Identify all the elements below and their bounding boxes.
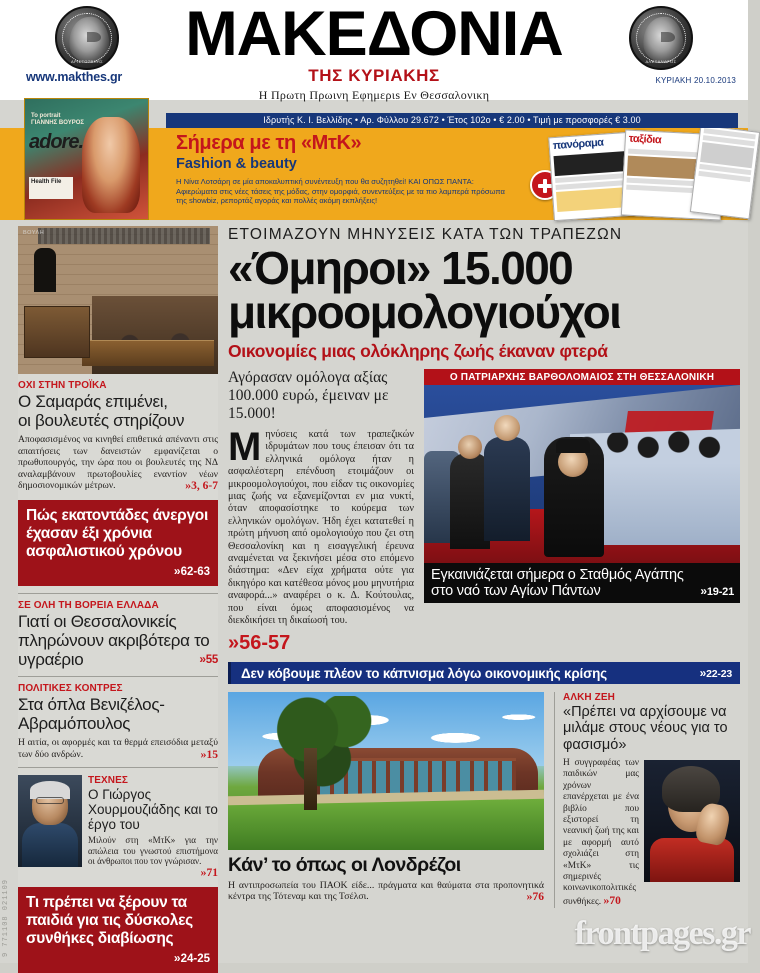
left-sidebar-column <box>18 226 218 963</box>
zeh-text-flow <box>563 758 740 908</box>
drop-cap: Μ <box>228 425 262 469</box>
magazine-title: adore. <box>29 131 84 153</box>
sidebar-item-politics-kicker: ΠΟΛΙΤΙΚΕΣ ΚΟΝΤΡΕΣ <box>18 682 123 694</box>
newspaper-title: ΜΑΚΕΔΟΝΙΑ <box>185 0 563 69</box>
issue-info-bar: Ιδρυτής Κ. Ι. Βελλίδης • Αρ. Φύλλου 29.672 • Έτος 102ο • € 2.00 • Τιμή με προσφορές € 3.00 <box>166 113 738 128</box>
divider <box>18 676 218 677</box>
barcode-text: 9 771108 021109 <box>2 878 10 957</box>
coin-right-label: ΑΛΕΞΑΝΔΡΟΣ <box>645 59 677 64</box>
page-reference[interactable]: »62-63 <box>173 563 210 578</box>
sidebar-item-gas-kicker: ΣΕ ΟΛΗ ΤΗ ΒΟΡΕΙΑ ΕΛΛΑΔΑ <box>18 599 159 611</box>
page-reference[interactable]: »71 <box>200 864 218 879</box>
portrait-photo-hourmouziadis <box>18 775 82 867</box>
headline-line-1: «Όμηροι» 15.000 <box>228 242 573 294</box>
page-reference[interactable]: »19-21 <box>700 584 734 598</box>
promo-body: Η Νίνα Λοτσάρη σε μία αποκαλυπτική συνέντευξη που θα συζητηθεί! ΚΑΙ ΟΠΩΣ ΠΑΝΤΑ: Αφιερώματα στις νέες τάσεις της μόδας, στην ομορφιά, συνεντεύξεις με τα πιο λαμπερά πρόσωπα της showbiz, ρεπορτάζ αγοράς και πολλές ακόμη εκπλήξεις! <box>176 177 505 206</box>
london-story[interactable] <box>228 692 544 909</box>
lead-story-page-reference[interactable]: »56-57 <box>228 631 291 654</box>
page-reference[interactable]: »22-23 <box>699 665 732 680</box>
body-text: Η αντιπροσωπεία του ΠΑΟΚ είδε... πράγματα και θαύματα στα προπονητικά κέντρα της Τότεναμ και της Τσέλσι. <box>228 879 544 903</box>
website-url[interactable]: www.makthes.gr <box>26 70 123 84</box>
sidebar-item-arts-kicker: ΤΕΧΝΕΣ <box>88 775 128 787</box>
page-reference[interactable]: »76 <box>526 889 544 904</box>
patriarch-story[interactable] <box>424 369 740 655</box>
coin-left-label: ΑΡΙΣΤΟΤΕΛΗΣ <box>71 59 103 64</box>
divider <box>18 593 218 594</box>
sidebar-item-arts-body <box>88 835 218 879</box>
page-reference[interactable]: »3, 6-7 <box>185 478 218 493</box>
sidebar-item-gas-headline[interactable]: Γιατί οι Θεσσαλονικείς πληρώνουν ακριβότερα το υγραέριο »55 <box>18 611 218 669</box>
divider <box>18 767 218 768</box>
lead-story-eyebrow: ΕΤΟΙΜΑΖΟΥΝ ΜΗΝΥΣΕΙΣ ΚΑΤΑ ΤΩΝ ΤΡΑΠΕΖΩΝ <box>228 226 623 243</box>
body-text: ηνύσεις κατά των τραπεζικών ιδρυμάτων που τους έπεισαν ότι τα ελληνικά ομόλογα ήταν η ασφαλέστερη επένδυση ετοιμάζουν οι μικροομολογιούχοι, που είδαν τις οικονομίες μιας ζωής να εξανεμίζονται εν μια νυκτί, όταν αποφασίστηκε το κούρεμα των ελληνικών ομολόγων. Ήδη έχει κατατεθεί η πρώτη μήνυση από ομολογιούχο που ζει στη Θεσσαλονίκη και η εισαγγελική έρευνα αναμένεται να ξεκινήσει μέσα στο επόμενο διάστημα: «Δεν είχα χρήματα ούτε για δικηγόρο και κατέθεσα μόνος μου μηνυτήρια αναφορά...» αναφέρει ο κ. Δ. Κούτουλας, που είναι όμως αποφασισμένος να διεκδικήσει τη δικαίωσή του. <box>228 429 414 627</box>
page-reference[interactable]: »15 <box>200 746 218 761</box>
photo-credit-tag: ΒΟΥΛΗ <box>23 230 45 236</box>
headline-line-2: οι βουλευτές στηρίζουν <box>18 411 185 430</box>
body-text: Η αιτία, οι αφορμές και τα θερμά επεισόδια μεταξύ των δύο ανδρών. <box>18 736 218 760</box>
sidebar-item-politics-body <box>18 737 218 760</box>
patriarch-banner: Ο ΠΑΤΡΙΑΡΧΗΣ ΒΑΡΘΟΛΟΜΑΙΟΣ ΣΤΗ ΘΕΣΣΑΛΟΝΙΚΗ <box>424 369 740 385</box>
parliament-photo <box>18 226 218 374</box>
headline-line-2: μικροομολογιούχοι <box>228 286 621 338</box>
masthead <box>0 0 748 100</box>
london-story-headline: Κάν’ το όπως οι Λονδρέζοι <box>228 853 461 876</box>
headline-line-1: Ο Σαμαράς επιμένει, <box>18 392 168 411</box>
main-column <box>228 222 740 908</box>
zeh-story[interactable] <box>554 692 740 909</box>
promo-line-1: Σήμερα με τη «ΜτΚ» <box>176 132 362 154</box>
lead-story-deck: Αγόρασαν ομόλογα αξίας 100.000 ευρώ, έμειναν με 15.000! <box>228 369 389 422</box>
sidebar-item-politics-headline[interactable] <box>18 695 218 733</box>
page-reference[interactable]: »55 <box>199 651 218 666</box>
newspaper-descriptor: Η Πρωτη Πρωινη Εφημεριs Εν Θεσσαλονικη <box>258 88 490 102</box>
redbox-headline: Τι πρέπει να ξέρουν τα παιδιά για τις δύσκολες συνθήκες διαβίωσης <box>26 893 193 947</box>
lead-story-subhead: Οικονομίες μιας ολόκληρης ζωής έκαναν φτερά <box>228 341 608 361</box>
sidebar-item-arts[interactable] <box>18 775 218 878</box>
sidebar-redbox-unemployment[interactable] <box>18 500 218 586</box>
lead-story-headline[interactable] <box>228 242 740 338</box>
thumbnail-taxidia-title: ταξίδια <box>628 132 662 147</box>
london-training-centre-photo <box>228 692 544 850</box>
promo-text-block <box>176 132 506 206</box>
redbox-headline: Πώς εκατοντάδες άνεργοι έχασαν έξι χρόνια ασφαλιστικού χρόνου <box>26 506 208 560</box>
london-story-body <box>228 880 544 903</box>
sidebar-item-arts-headline: Ο Γιώργος Χουρμουζιάδης και το έργο του <box>88 787 218 833</box>
zeh-portrait-photo <box>644 760 740 882</box>
watermark: frontpages.gr <box>574 915 750 952</box>
zeh-headline: «Πρέπει να αρχίσουμε να μιλάμε στους νέους για το φασισμό» <box>563 703 728 753</box>
lead-story-body <box>228 425 414 628</box>
sidebar-item-troika-kicker: ΟΧΙ ΣΤΗΝ ΤΡΟΪΚΑ <box>18 380 107 391</box>
headline-line-1: Στα όπλα Βενιζέλος- <box>18 694 165 714</box>
sidebar-item-troika-headline[interactable] <box>18 392 218 430</box>
lead-story-text-column <box>228 369 414 655</box>
body-text: Αποφασισμένος να κινηθεί επιθετικά απέναντι στις απαιτήσεις των δανειστών εμφανίζεται ο πρωθυπουργός, την ώρα που οι βουλευτές της ΝΔ αναλαμβάνουν πρωτοβουλίες εναντίον νέων δημοσιονομικών μέτρων. <box>18 434 218 492</box>
sidebar-redbox-children[interactable] <box>18 887 218 973</box>
smoking-story-bar[interactable] <box>228 662 740 684</box>
patriarch-caption <box>424 563 740 603</box>
thumbnail-extra <box>690 125 760 220</box>
patriarch-photo <box>424 385 740 563</box>
caption-line-1: Εγκαινιάζεται σήμερα ο Σταθμός Αγάπης <box>431 567 684 583</box>
body-text: Μιλούν στη «ΜτΚ» για την απώλεια του γνωστού επιστήμονα οι άνθρωποι που τον γνώρισαν. <box>88 835 218 867</box>
zeh-kicker: ΑΛΚΗ ΖΕΗ <box>563 691 615 703</box>
headline-line-2: Αβραμόπουλος <box>18 713 131 733</box>
page-reference[interactable]: »24-25 <box>173 950 210 965</box>
promo-line-2: Fashion & beauty <box>176 156 297 172</box>
magazine-cover-thumbnail <box>24 98 149 220</box>
body-text: Η συγγραφέας των παιδικών μας χρόνων επανέρχεται με ένα βιβλίο που εξιστορεί τη νεανική ζωή της και με αφορμή αυτό σχολιάζει στη «ΜτΚ» τις σημερινές κοινωνικοπολιτικές συνθήκες. <box>563 758 639 907</box>
page-content <box>0 222 748 963</box>
issue-date: ΚΥΡΙΑΚΗ 20.10.2013 <box>655 76 736 85</box>
magazine-cover-headline: Το portrait ΓΙΑΝΝΗΣ ΒΟΥΡΟΣ <box>31 113 84 126</box>
newspaper-subtitle: ΤΗΣ ΚΥΡΙΑΚΗΣ <box>308 66 440 85</box>
caption-line-2: στο ναό των Αγίων Πάντων »19-21 <box>431 583 734 599</box>
page-reference[interactable]: »70 <box>603 892 621 907</box>
bluebar-text: Δεν κόβουμε πλέον το κάπνισμα λόγω οικονομικής κρίσης <box>241 665 607 681</box>
supplement-thumbnails <box>545 124 750 222</box>
magazine-cover-strip: Health File <box>29 177 73 199</box>
thumbnail-panorama-title: πανόραμα <box>552 136 604 153</box>
sidebar-item-troika-body <box>18 434 218 492</box>
